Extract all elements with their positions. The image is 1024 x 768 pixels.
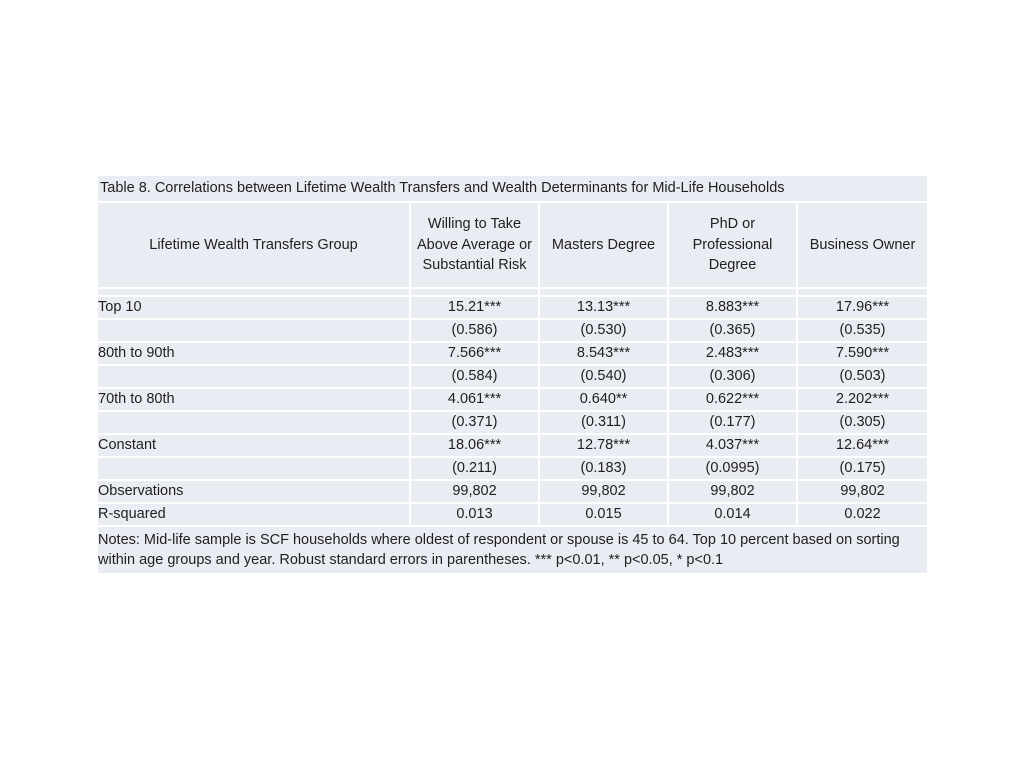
table-cell: 99,802	[410, 480, 539, 503]
table-cell: (0.306)	[668, 365, 797, 388]
table-cell: 7.566***	[410, 342, 539, 365]
table-cell: 0.622***	[668, 388, 797, 411]
table-row	[97, 319, 928, 342]
header-business: Business Owner	[797, 202, 928, 288]
table-cell: 4.061***	[410, 388, 539, 411]
table-row	[97, 411, 928, 434]
table-cell: (0.584)	[410, 365, 539, 388]
table-notes: Notes: Mid-life sample is SCF households where oldest of respondent or spouse is 45 to 64. Top 10 percent based on sorting within age groups and year. Robust standard errors in parentheses. *** p<0.01, ** p<0.05, * p<0.1	[97, 526, 928, 574]
spacer-cell	[97, 288, 410, 296]
row-label	[97, 411, 410, 434]
spacer-cell	[668, 288, 797, 296]
table-cell: 15.21***	[410, 296, 539, 319]
table-row	[97, 503, 928, 526]
table-cell: 0.022	[797, 503, 928, 526]
table-cell: 0.015	[539, 503, 668, 526]
table-cell: 8.543***	[539, 342, 668, 365]
row-label: R-squared	[97, 503, 410, 526]
table-cell: 2.202***	[797, 388, 928, 411]
table-cell: 18.06***	[410, 434, 539, 457]
table-cell: 0.640**	[539, 388, 668, 411]
table-row	[97, 342, 928, 365]
table-cell: 2.483***	[668, 342, 797, 365]
table-row	[97, 365, 928, 388]
table-row	[97, 457, 928, 480]
table-cell: 12.64***	[797, 434, 928, 457]
regression-table	[96, 174, 927, 575]
table-row	[97, 480, 928, 503]
row-label	[97, 319, 410, 342]
table-cell: 99,802	[668, 480, 797, 503]
table-cell: 99,802	[539, 480, 668, 503]
row-label	[97, 457, 410, 480]
table-cell: (0.535)	[797, 319, 928, 342]
table-cell: 0.013	[410, 503, 539, 526]
table-cell: (0.311)	[539, 411, 668, 434]
header-masters: Masters Degree	[539, 202, 668, 288]
table-cell: (0.175)	[797, 457, 928, 480]
table-cell: 4.037***	[668, 434, 797, 457]
table-cell: (0.530)	[539, 319, 668, 342]
row-label: 80th to 90th	[97, 342, 410, 365]
row-label: Top 10	[97, 296, 410, 319]
header-phd: PhD or Professional Degree	[668, 202, 797, 288]
table-cell: (0.177)	[668, 411, 797, 434]
table-cell: (0.540)	[539, 365, 668, 388]
table-cell: 17.96***	[797, 296, 928, 319]
table-cell: (0.371)	[410, 411, 539, 434]
table-cell: 0.014	[668, 503, 797, 526]
table-cell: 12.78***	[539, 434, 668, 457]
table-row	[97, 296, 928, 319]
table-cell: (0.211)	[410, 457, 539, 480]
table-cell: (0.305)	[797, 411, 928, 434]
header-group: Lifetime Wealth Transfers Group	[97, 202, 410, 288]
header-risk: Willing to Take Above Average or Substantial Risk	[410, 202, 539, 288]
table-title: Table 8. Correlations between Lifetime Wealth Transfers and Wealth Determinants for Mid-Life Households	[97, 175, 928, 202]
table-cell: 99,802	[797, 480, 928, 503]
table-title-row	[97, 175, 928, 202]
table-row	[97, 388, 928, 411]
table-cell: (0.0995)	[668, 457, 797, 480]
table-row	[97, 434, 928, 457]
table-cell: (0.183)	[539, 457, 668, 480]
table-cell: 8.883***	[668, 296, 797, 319]
spacer-cell	[539, 288, 668, 296]
table-cell: 13.13***	[539, 296, 668, 319]
spacer-cell	[410, 288, 539, 296]
notes-row	[97, 526, 928, 574]
spacer-row	[97, 288, 928, 296]
row-label: Observations	[97, 480, 410, 503]
header-row	[97, 202, 928, 288]
table-cell: (0.503)	[797, 365, 928, 388]
table-cell: (0.586)	[410, 319, 539, 342]
row-label: 70th to 80th	[97, 388, 410, 411]
table-cell: 7.590***	[797, 342, 928, 365]
row-label	[97, 365, 410, 388]
table-grid	[96, 174, 929, 575]
spacer-cell	[797, 288, 928, 296]
row-label: Constant	[97, 434, 410, 457]
table-cell: (0.365)	[668, 319, 797, 342]
